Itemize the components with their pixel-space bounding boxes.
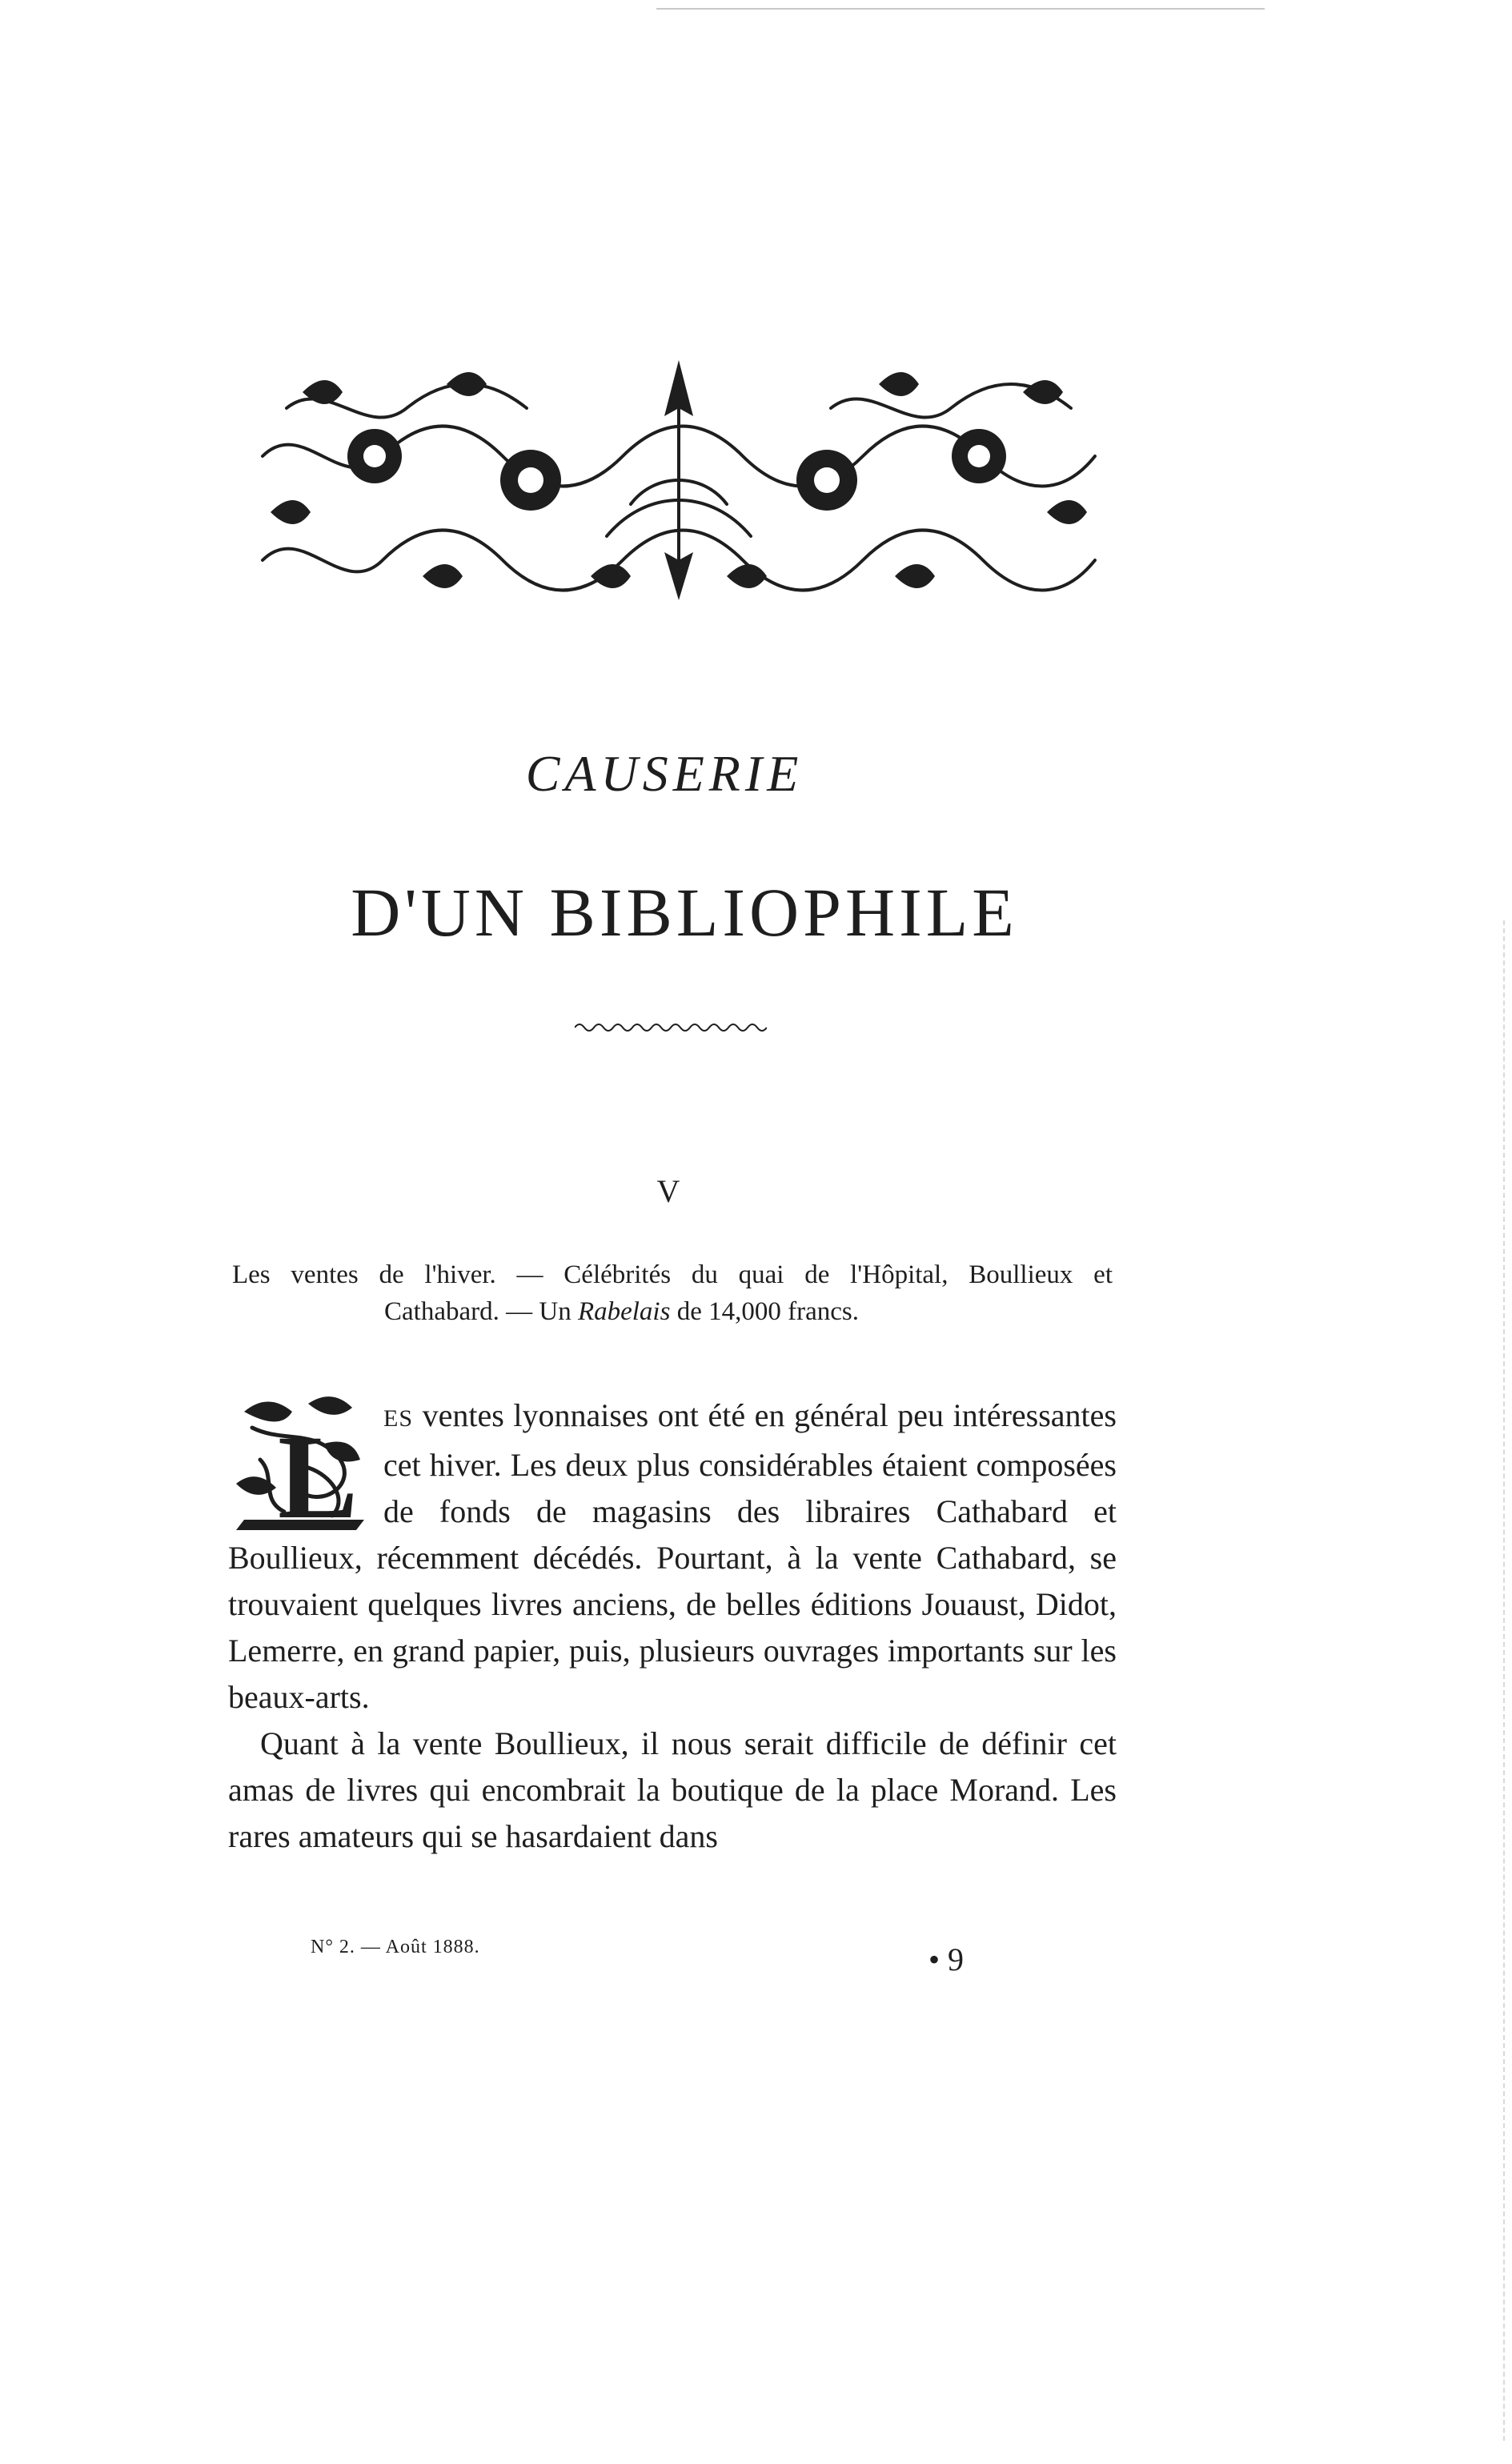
section-number: V — [656, 1173, 680, 1209]
scan-edge-marks — [1503, 920, 1507, 2441]
wavy-rule-ornament — [575, 1020, 767, 1035]
paragraph-2: Quant à la vente Boullieux, il nous serait difficile de définir cet amas de livres qui encombrait la boutique de la place Morand. Les rares amateurs qui se hasardaient dans — [228, 1725, 1117, 1854]
scan-top-rule — [656, 8, 1265, 10]
title-bibliophile: D'UN BIBLIOPHILE — [351, 874, 1018, 951]
dropcap-ornament — [228, 1396, 372, 1532]
paragraph-1-text: ventes lyonnaises ont été en général peu intéressantes cet hiver. Les deux plus considérables étaient composées de fonds de magasins des libraires Cathabard et Boullieux, récemment décédés. Pourtant, à la vente Cathabard, se trouvaient quelques livres anciens, de belles éditions Jouaust, Didot, Lemerre, en grand papier, puis, plusieurs ouvrages importants sur les beaux-arts. — [228, 1397, 1117, 1715]
headpiece-ornament — [255, 360, 1103, 604]
summary-line-1: Les ventes de l'hiver. — Célébrités du quai de l'Hôpital, Boullieux et — [232, 1260, 1113, 1289]
paragraph-1-smallcaps: ES — [383, 1405, 414, 1432]
issue-signature: N° 2. — Août 1888. — [311, 1937, 480, 1957]
summary-text-end: de 14,000 francs. — [670, 1297, 859, 1326]
section-summary — [232, 1256, 1113, 1330]
summary-text: Cathabard. — Un — [384, 1297, 578, 1326]
body-text — [228, 1392, 1117, 1860]
dropcap-letter: L — [278, 1411, 359, 1532]
page-number: • 9 — [928, 1941, 965, 1977]
summary-italic-title: Rabelais — [577, 1297, 671, 1326]
summary-line-2 — [232, 1293, 1113, 1330]
title-causerie: CAUSERIE — [525, 745, 804, 802]
